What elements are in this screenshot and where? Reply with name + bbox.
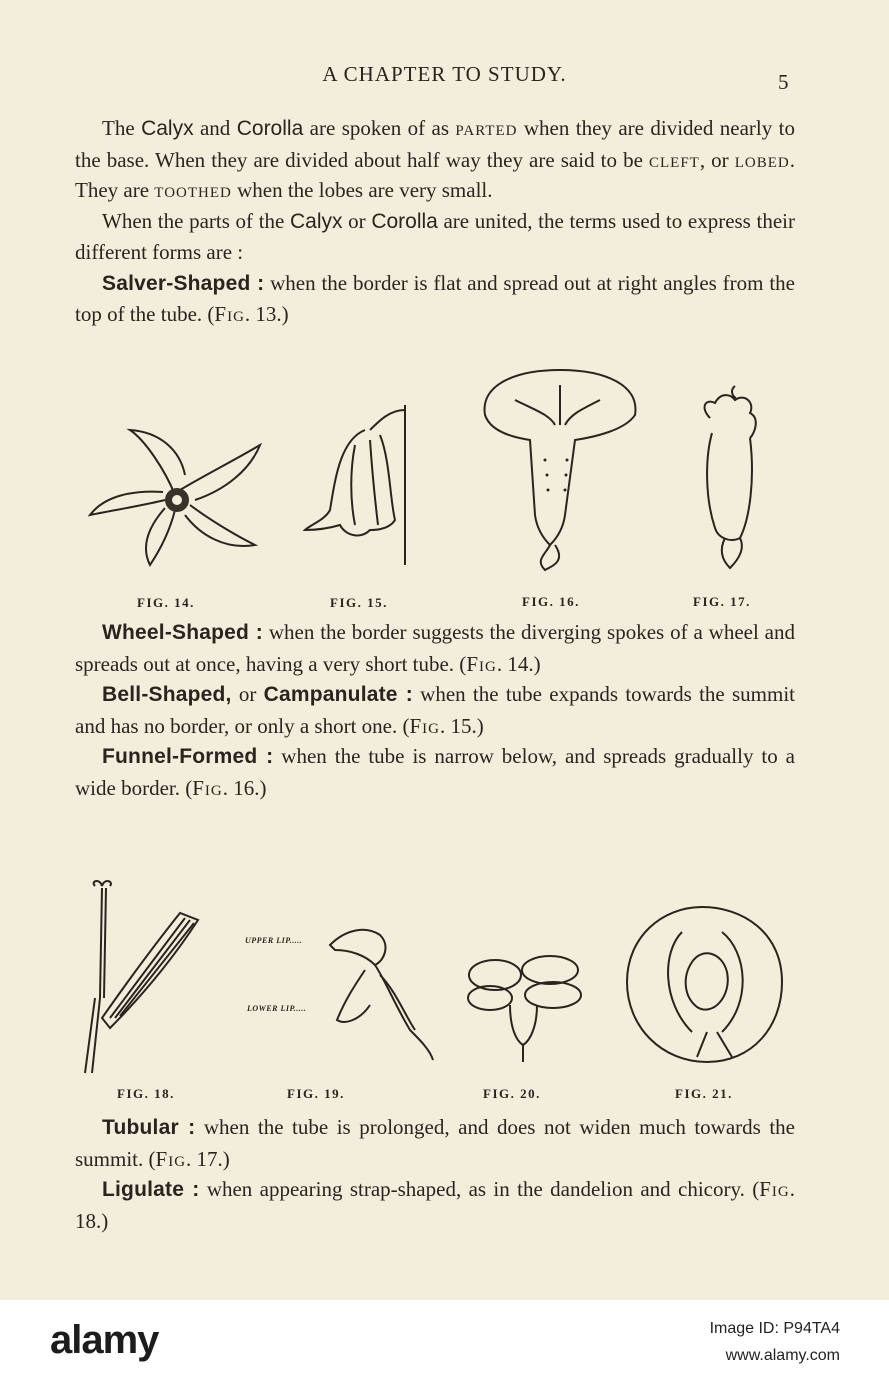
fig-21-label: FIG. 21. (675, 1086, 733, 1101)
paragraph-salver-shaped: Salver-Shaped : when the border is flat and spread out at right angles from the top of the tube. (Fig. 13.) (75, 270, 795, 326)
paragraph-funnel-formed: Funnel-Formed : when the tube is narrow below, and spreads gradually to a wide border. (Fig. 16.) (75, 744, 796, 800)
text-block-middle (75, 617, 795, 803)
term-calyx: Calyx (141, 117, 194, 140)
paragraph-parted: The Calyx and Corolla are spoken of as parted when they are divided nearly to the base. When they are divided about half way they are said to be cleft, or lobed. They are toothed when the lobes are very small. (75, 116, 796, 202)
figure-21-papilionaceous-flower (622, 902, 787, 1067)
running-head: A CHAPTER TO STUDY. (322, 62, 567, 86)
figure-16-funnel-flower (475, 365, 645, 580)
paragraph-ligulate: Ligulate : when appearing strap-shaped, as in the dandelion and chicory. (Fig. 18.) (75, 1177, 795, 1233)
figure-20-flower (465, 950, 585, 1065)
figure-15-bell-flower (300, 400, 420, 570)
paragraph-united-parts: When the parts of the Calyx or Corolla are united, the terms used to express their different forms are : (75, 208, 795, 264)
fig-19-label: FIG. 19. (287, 1086, 345, 1101)
paragraph-bell-shaped: Bell-Shaped, or Campanulate : when the tube expands towards the summit and has no border, or only a short one. (Fig. 15.) (75, 682, 796, 738)
fig-20-label: FIG. 20. (483, 1086, 541, 1101)
term-ligulate: Ligulate : (102, 1178, 200, 1201)
paragraph-tubular: Tubular : when the tube is prolonged, and does not widen much towards the summit. (Fig. 17.) (75, 1115, 795, 1171)
site-url-text: www.alamy.com (725, 1347, 840, 1364)
image-id-text: Image ID: P94TA4 (709, 1320, 840, 1337)
term-salver-shaped: Salver-Shaped : (102, 271, 265, 295)
term-toothed: toothed (154, 178, 232, 202)
page-number: 5 (778, 70, 789, 94)
brand-logo: alamy (50, 1318, 159, 1362)
term-wheel-shaped: Wheel-Shaped : (102, 621, 263, 644)
fig-15-label: FIG. 15. (330, 595, 388, 610)
figure-17-tubular-flower (690, 378, 770, 578)
text-block-top (75, 113, 795, 330)
term-corolla: Corolla (236, 117, 304, 140)
term-bell-shaped: Bell-Shaped, (102, 683, 232, 706)
paragraph-wheel-shaped: Wheel-Shaped : when the border suggests the diverging spokes of a wheel and spreads out at once, having a very short tube. (Fig. 14.) (75, 620, 796, 676)
fig-19-lower-lip-label: LOWER LIP..... (247, 1004, 307, 1013)
term-cleft: cleft (649, 147, 700, 172)
fig-18-label: FIG. 18. (117, 1086, 175, 1101)
term-funnel-formed: Funnel-Formed : (102, 745, 274, 768)
term-parted: parted (455, 116, 518, 140)
figure-19-labiate-flower (325, 925, 440, 1065)
term-lobed: lobed (734, 147, 790, 172)
fig-14-label: FIG. 14. (137, 595, 195, 610)
figure-18-ligulate-floret (80, 878, 205, 1078)
fig-16-label: FIG. 16. (522, 594, 580, 609)
term-tubular: Tubular : (102, 1116, 196, 1139)
fig-17-label: FIG. 17. (693, 594, 751, 609)
fig-19-upper-lip-label: UPPER LIP..... (245, 936, 303, 945)
term-campanulate: Campanulate : (263, 683, 413, 706)
figure-14-wheel-flower (85, 420, 265, 570)
text-block-bottom (75, 1112, 795, 1236)
